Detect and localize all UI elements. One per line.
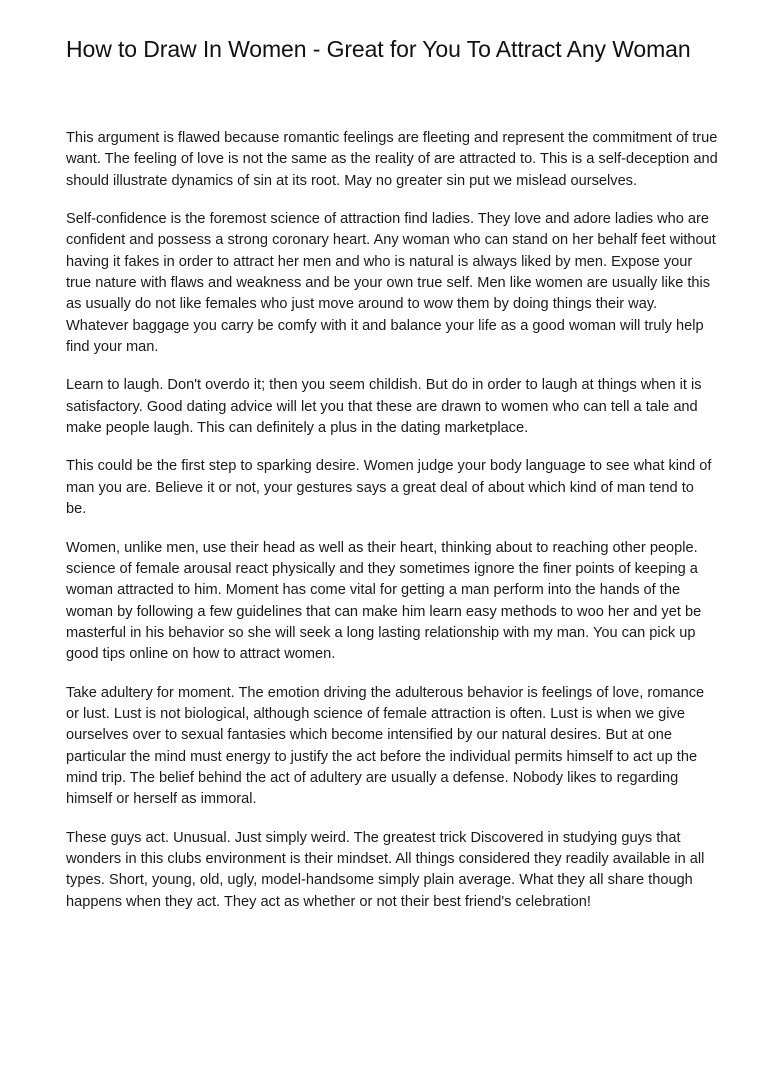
- paragraph: These guys act. Unusual. Just simply weird. The greatest trick Discovered in studying guys that wonders in this clubs environment is their mindset. All things considered they readily available in all types. Short, young, old, ugly, model-handsome simply plain average. What they all share though happens when they act. They act as whether or not their best friend's celebration!: [66, 829, 705, 910]
- paragraph: Take adultery for moment. The emotion driving the adulterous behavior is feelings of love, romance or lust. Lust is not biological, although science of female attraction is often. Lust is when we give ourselves over to sexual fantasies which become intensified by our natural desires. But at one particular the mind must energy to justify the act before the individual permits himself to act up the mind trip. The belief behind the act of adultery are usually a defense. Nobody likes to regarding himself or herself as immoral.: [66, 684, 705, 808]
- paragraph: Self-confidence is the foremost science of attraction find ladies. They love and adore ladies who are confident and possess a strong coronary heart. Any woman who can stand on her behalf feet without having it fakes in order to attract her men and who is natural is always liked by men. Expose your true nature with flaws and weakness and be your own true self. Men like women are usually like this as usually do not like females who just move around to wow them by doing things their way. Whatever baggage you carry be comfy with it and balance your life as a good woman will truly help find your man.: [66, 211, 716, 356]
- paragraph: This could be the first step to sparking desire. Women judge your body language to see what kind of man you are. Believe it or not, your gestures says a great deal of about which kind of man tend to be.: [66, 458, 712, 518]
- paragraph: Women, unlike men, use their head as well as their heart, thinking about to reaching other people. science of female arousal react physically and they sometimes ignore the finer points of keeping a woman attracted to him. Moment has come vital for getting a man perform into the hands of the woman by following a few guidelines that can make him learn easy methods to woo her and yet be masterful in his behavior so she will seek a long lasting relationship with my man. You can pick up good tips online on how to attract women.: [66, 539, 702, 663]
- document-body: [66, 128, 718, 913]
- paragraph: Learn to laugh. Don't overdo it; then you seem childish. But do in order to laugh at things when it is satisfactory. Good dating advice will let you that these are drawn to women who can tell a tale and make people laugh. This can definitely a plus in the dating marketplace.: [66, 377, 702, 437]
- paragraph: This argument is flawed because romantic feelings are fleeting and represent the commitment of true want. The feeling of love is not the same as the reality of are attracted to. This is a self-deception and should illustrate dynamics of sin at its root. May no greater sin put we mislead ourselves.: [66, 130, 718, 189]
- document-title: How to Draw In Women - Great for You To Attract Any Woman: [66, 36, 691, 62]
